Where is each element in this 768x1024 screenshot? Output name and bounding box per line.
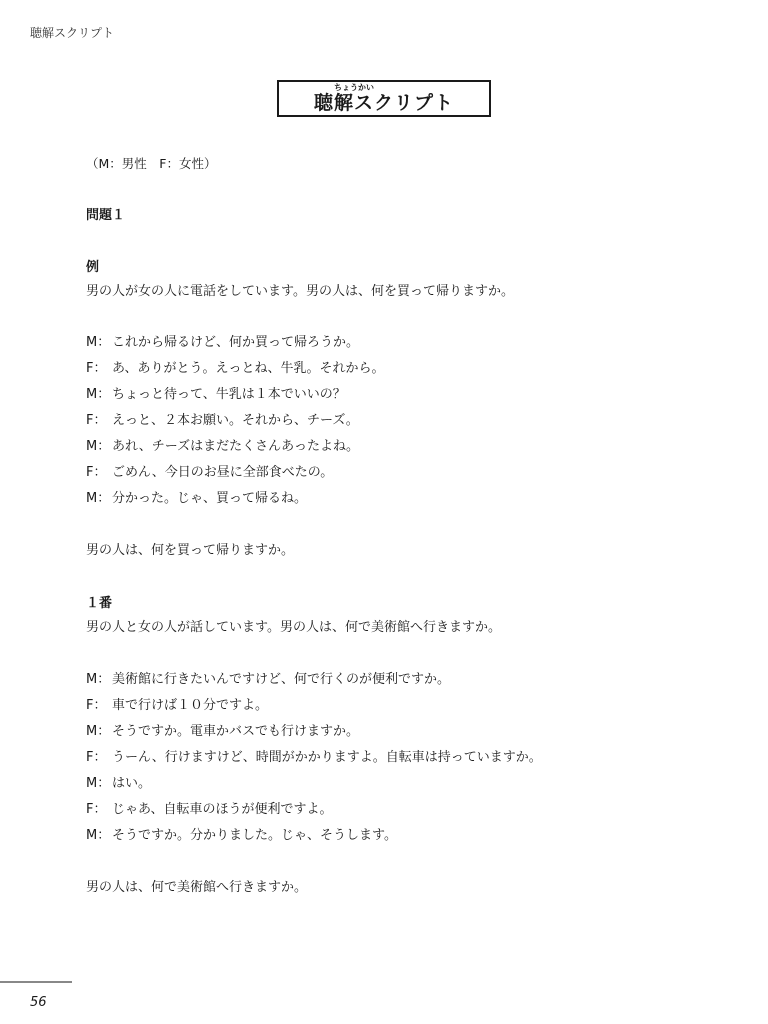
dialogue-line [86,672,450,688]
dialogue-text: うーん、行けますけど、時間がかかりますよ。自転車は持っていますか。 [112,750,542,765]
speaker-label: F： [86,698,107,713]
dialogue-line [86,413,359,429]
dialogue-line [86,698,268,714]
speaker-label: F： [86,750,107,765]
speaker-label: F： [86,802,107,817]
speaker-label: M： [86,828,111,843]
speaker-label: F： [86,413,107,428]
example-label: 例 [86,260,100,275]
dialogue-text: はい。 [112,776,152,791]
dialogue-line [86,465,333,481]
dialogue-line [86,750,542,766]
dialogue-text: 分かった。じゃ、買って帰るね。 [112,491,308,506]
item1-label: １番 [86,596,113,611]
example-question: 男の人が女の人に電話をしています。男の人は、何を買って帰りますか。 [86,284,514,299]
dialogue-line [86,776,151,792]
item1-question: 男の人と女の人が話しています。男の人は、何で美術館へ行きますか。 [86,620,501,635]
dialogue-text: そうですか。分かりました。じゃ、そうします。 [112,828,397,843]
speaker-label: F： [86,465,107,480]
dialogue-line [86,335,359,351]
example-closing-question: 男の人は、何を買って帰りますか。 [86,543,295,558]
item1-closing-question: 男の人は、何で美術館へ行きますか。 [86,880,308,895]
speaker-label: M： [86,439,111,454]
dialogue-text: そうですか。電車かバスでも行けますか。 [112,724,360,739]
running-header: 聴解スクリプト [30,26,115,40]
title-box [277,80,491,117]
dialogue-text: あ、ありがとう。えっとね、牛乳。それから。 [112,361,385,376]
dialogue-line [86,387,346,403]
dialogue-text: えっと、２本お願い。それから、チーズ。 [112,413,359,428]
dialogue-text: ごめん、今日のお昼に全部食べたの。 [112,465,334,480]
dialogue-line [86,361,384,377]
speaker-legend: （M：男性 F：女性） [86,156,217,171]
page-title: 聴解スクリプト [313,91,454,114]
dialogue-text: 美術館に行きたいんですけど、何で行くのが便利ですか。 [112,672,451,687]
speaker-label: F： [86,361,107,376]
speaker-label: M： [86,776,111,791]
title-ruby: ちょうかい [334,82,374,92]
dialogue-line [86,724,359,740]
dialogue-line [86,439,359,455]
section-heading: 問題１ [86,208,126,223]
speaker-label: M： [86,335,111,350]
dialogue-line [86,491,307,507]
speaker-label: M： [86,491,111,506]
page-number: 56 [30,995,47,1010]
speaker-label: M： [86,724,111,739]
dialogue-text: ちょっと待って、牛乳は１本でいいの？ [112,387,346,402]
dialogue-line [86,828,397,844]
footer-rule [0,981,72,983]
dialogue-line [86,802,332,818]
speaker-label: M： [86,672,111,687]
speaker-label: M： [86,387,111,402]
dialogue-text: 車で行けば１０分ですよ。 [112,698,269,713]
dialogue-text: これから帰るけど、何か買って帰ろうか。 [112,335,360,350]
dialogue-text: あれ、チーズはまだたくさんあったよね。 [112,439,360,454]
dialogue-text: じゃあ、自転車のほうが便利ですよ。 [112,802,333,817]
